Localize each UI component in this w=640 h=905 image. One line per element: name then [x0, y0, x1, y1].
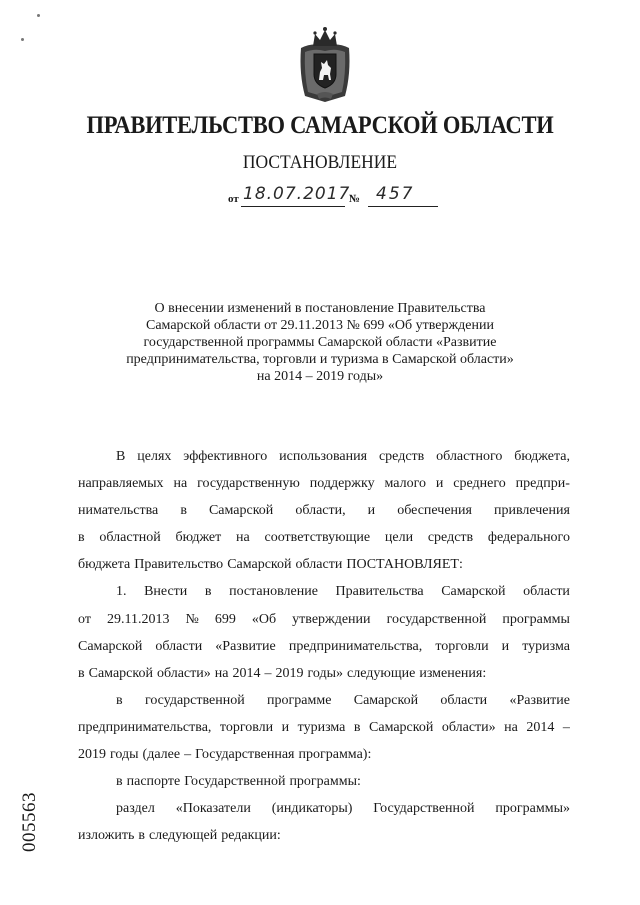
- body-line: 2019 годы (далее – Государственная программа):: [78, 747, 372, 763]
- body-line: направляемых на государственную поддержку малого и среднего предпри-: [78, 476, 570, 492]
- handwritten-date: 18.07.2017: [243, 184, 351, 204]
- scan-speck: [21, 38, 24, 41]
- body-line: 1. Внести в постановление Правительства Самарской области: [116, 584, 570, 600]
- body-line: предпринимательства, торговли и туризма в Самарской области» на 2014 –: [78, 719, 570, 735]
- resolution-heading: [110, 300, 530, 385]
- body-line: бюджета Правительство Самарской области ПОСТАНОВЛЯЕТ:: [78, 557, 463, 573]
- body-line: В целях эффективного использования средств областного бюджета,: [116, 449, 570, 464]
- scan-speck: [37, 14, 40, 17]
- number-sign: №: [349, 193, 361, 205]
- body-line: в паспорте Государственной программы:: [116, 774, 361, 790]
- body-line: в Самарской области» на 2014 – 2019 годы» следующие изменения:: [78, 665, 487, 681]
- heading-line: О внесении изменений в постановление Правительства: [154, 301, 486, 316]
- heading-line: на 2014 – 2019 годы»: [256, 369, 384, 384]
- body-line: нимательства в Самарской области, и обеспечения привлечения: [78, 503, 570, 519]
- body-line: раздел «Показатели (индикаторы) Государственной программы»: [116, 801, 570, 817]
- heading-line: предпринимательства, торговли и туризма в Самарской области»: [126, 352, 514, 367]
- body-line: в областной бюджет на соответствующие цели средств федерального: [78, 530, 570, 546]
- handwritten-number: 457: [376, 184, 415, 204]
- date-underline: [241, 206, 345, 207]
- registration-stamp: [18, 772, 42, 872]
- date-prefix: от: [228, 193, 239, 205]
- body-line: от 29.11.2013 № 699 «Об утверждении государственной программы: [78, 611, 570, 627]
- number-underline: [368, 206, 438, 207]
- document-type: ПОСТАНОВЛЕНИЕ: [242, 152, 398, 173]
- body-line: в государственной программе Самарской области «Развитие: [116, 692, 570, 708]
- government-title: ПРАВИТЕЛЬСТВО САМАРСКОЙ ОБЛАСТИ: [86, 112, 554, 139]
- heading-line: государственной программы Самарской области «Развитие: [143, 335, 497, 350]
- body-line: Самарской области «Развитие предпринимательства, торговли и туризма: [78, 638, 570, 654]
- heading-line: Самарской области от 29.11.2013 № 699 «Об утверждении: [146, 318, 494, 333]
- stamp-number: 005563: [19, 792, 40, 852]
- resolution-body: [78, 443, 570, 849]
- date-number-line: [228, 186, 438, 212]
- samara-coat-of-arms-icon: [297, 24, 353, 104]
- body-line: изложить в следующей редакции:: [78, 828, 281, 844]
